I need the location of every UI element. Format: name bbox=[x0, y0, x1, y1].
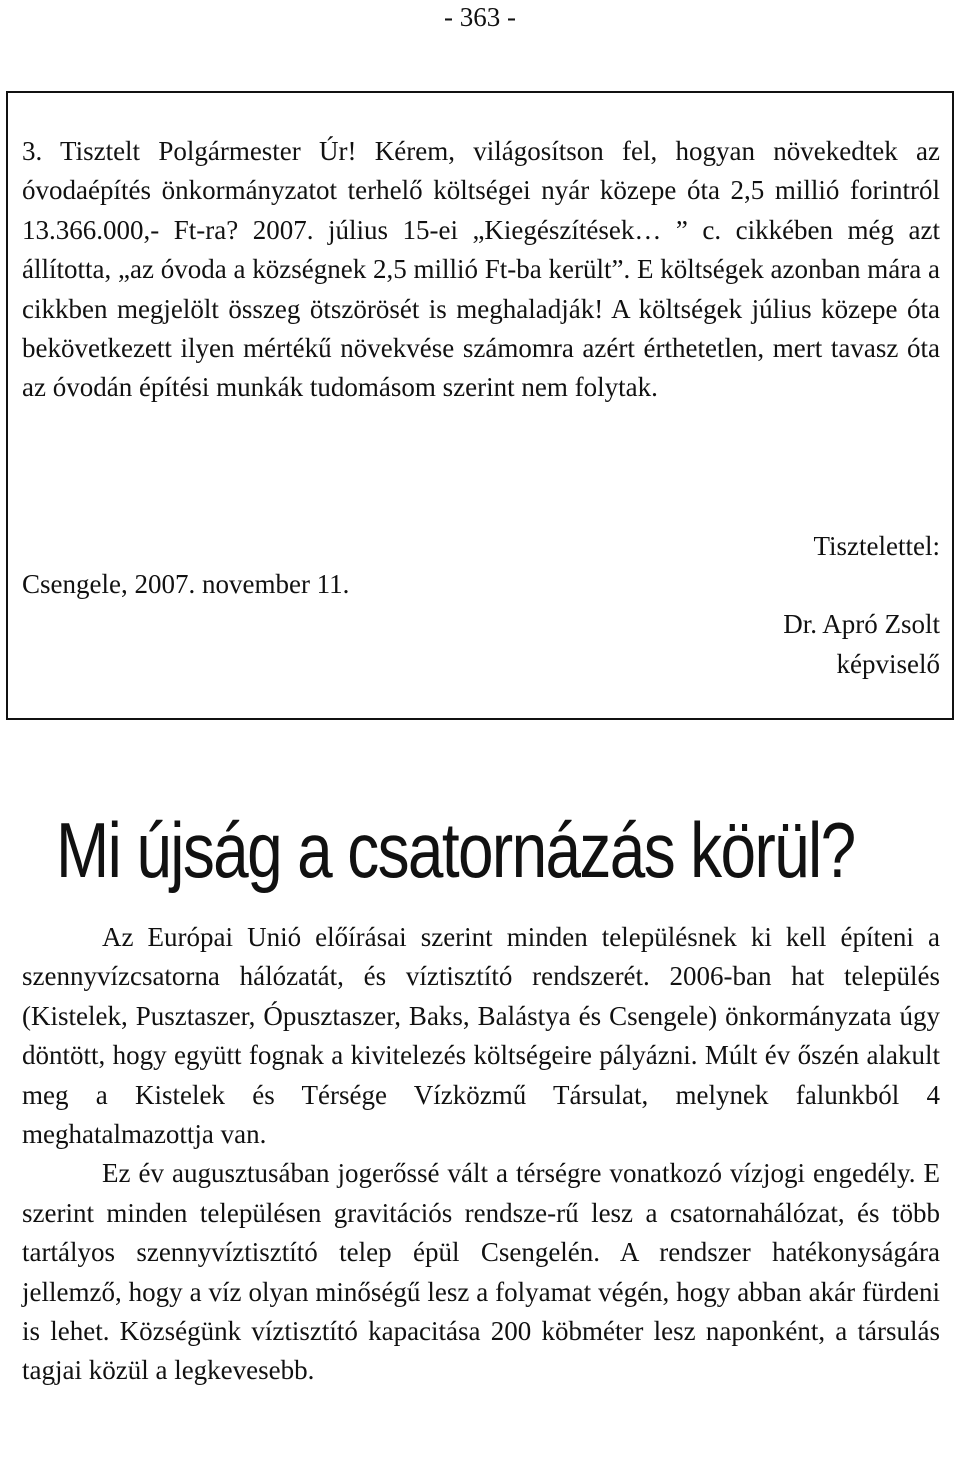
letter-body: 3. Tisztelt Polgármester Úr! Kérem, világosítson fel, hogyan növekedtek az óvodaépítés önkormányzatot terhelő költségei nyár közepe óta 2,5 millió forintról 13.366.000,- Ft-ra? 2007. július 15-ei „Kiegészítések… ” c. cikkében még azt állította, „az óvoda a községnek 2,5 millió Ft-ba került”. E költségek azonban mára a cikkben megjelölt összeg ötszörösét is meghaladják! A költségek július közepe óta bekövetkezett ilyen mértékű növekvése számomra azért érthetetlen, mert tavasz óta az óvodán építési munkák tudomásom szerint nem folytak. bbox=[22, 136, 940, 403]
article-body bbox=[22, 918, 940, 1391]
letter-greeting: Tisztelettel: bbox=[813, 531, 940, 561]
article-paragraph: Ez év augusztusában jogerőssé vált a térségre vonatkozó vízjogi engedély. E szerint minden településen gravitációs rendsze-rű lesz a csatornahálózat, és több tartályos szennyvíztisztító telep épül Csengelén. A rendszer hatékonyságára jellemző, hogy a víz olyan minőségű lesz a folyamat végén, hogy abban akár fürdeni is lehet. Községünk víztisztító kapacitása 200 köbméter lesz naponként, a társulás tagjai közül a legkevesebb. bbox=[22, 1158, 940, 1386]
article-paragraph: Az Európai Unió előírásai szerint minden településnek ki kell építeni a szennyvízcsatorna hálózatát, és víztisztító rendszerét. 2006-ban hat település (Kistelek, Pusztaszer, Ópusztaszer, Baks, Balástya és Csengele) önkormányzata úgy döntött, hogy együtt fognak a kivitelezés költségeire pályázni. Múlt év őszén alakult meg a Kistelek és Térsége Vízközmű Társulat, melynek falunkból 4 meghatalmazottja van. bbox=[22, 922, 940, 1150]
letter-date: Csengele, 2007. november 11. bbox=[22, 569, 350, 599]
signer-role: képviselő bbox=[836, 649, 940, 679]
article-title: Mi újság a csatornázás körül? bbox=[56, 806, 855, 894]
signer-name: Dr. Apró Zsolt bbox=[783, 609, 940, 639]
page-number: - 363 - bbox=[444, 2, 516, 32]
